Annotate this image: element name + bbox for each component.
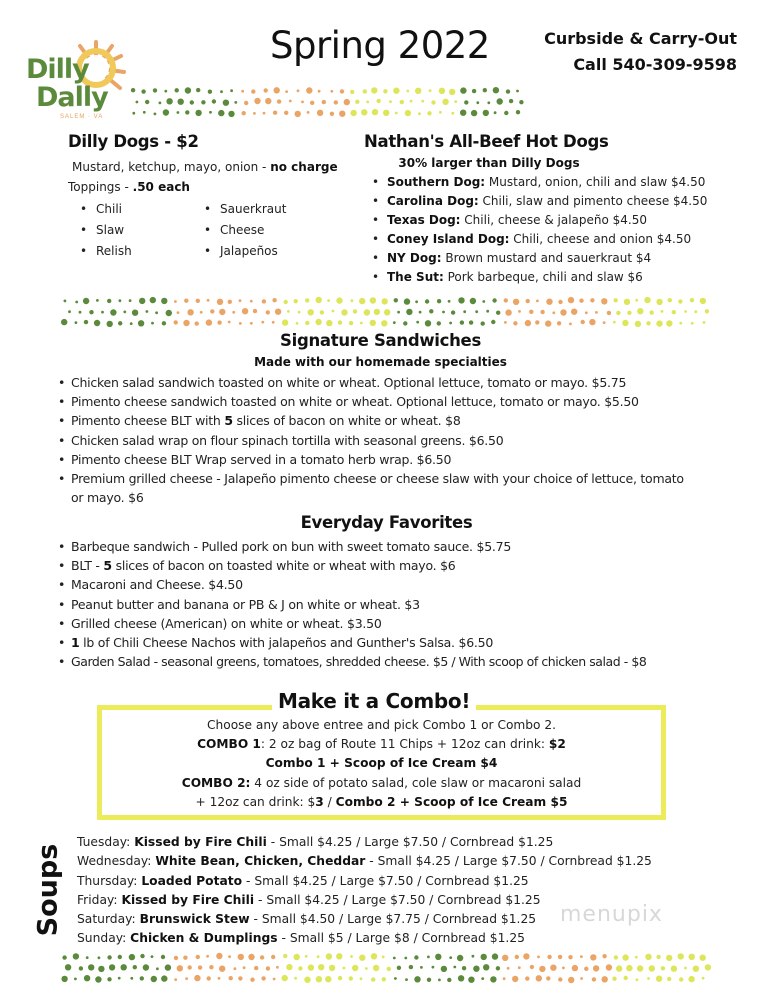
no-charge-label: no charge	[270, 160, 338, 174]
topping-item: • Jalapeños	[202, 241, 322, 262]
list-item: • The Sut: Pork barbeque, chili and slaw $6	[372, 268, 744, 287]
list-item: • Southern Dog: Mustard, onion, chili and slaw $4.50	[372, 173, 744, 192]
list-item: • Chicken salad wrap on flour spinach tortilla with seasonal greens. $6.50	[56, 431, 746, 450]
soup-item: Wednesday: White Bean, Chicken, Cheddar - Small $4.25 / Large $7.50 / Cornbread $1.25	[77, 854, 652, 869]
soups-label: Soups	[32, 843, 64, 937]
signature-list	[56, 373, 746, 507]
nathans-title: Nathan's All-Beef Hot Dogs	[364, 132, 609, 151]
list-item: • BLT - 5 slices of bacon on toasted white or wheat with mayo. $6	[56, 556, 756, 575]
logo-location: SALEM · VA	[60, 114, 104, 120]
list-item: • Premium grilled cheese - Jalapeño pimento cheese or cheese slaw with your choice of lettuce, tomato or mayo. $6	[56, 469, 686, 507]
list-item: • Pimento cheese sandwich toasted on white or wheat. Optional lettuce, tomato or mayo. $5.50	[56, 392, 746, 411]
soup-item: Sunday: Chicken & Dumplings - Small $5 / Large $8 / Cornbread $1.25	[77, 931, 525, 946]
logo-word-dally: Dally	[36, 82, 108, 113]
soup-item: Tuesday: Kissed by Fire Chili - Small $4.25 / Large $7.50 / Cornbread $1.25	[77, 835, 554, 849]
free-condiments: Mustard, ketchup, mayo, onion - no charge	[72, 160, 338, 174]
contact-info	[544, 26, 737, 78]
combo1-ice-cream: Combo 1 + Scoop of Ice Cream $4	[265, 756, 498, 771]
combo1-line: COMBO 1: 2 oz bag of Route 11 Chips + 12oz can drink: $2	[197, 737, 566, 752]
service-text: Curbside & Carry-Out	[544, 29, 737, 48]
phone-text[interactable]: Call 540-309-9598	[573, 55, 737, 74]
dot-divider-bottom	[60, 950, 715, 984]
signature-subtitle: Made with our homemade specialties	[254, 355, 507, 369]
nathans-subtitle: 30% larger than Dilly Dogs	[398, 156, 580, 170]
dilly-dogs-section	[68, 132, 358, 262]
logo-word-dilly: Dilly	[26, 54, 89, 85]
soups-list	[77, 833, 652, 949]
list-item: • Garden Salad - seasonal greens, tomatoes, shredded cheese. $5 / With scoop of chicken salad - $8	[56, 652, 756, 671]
soup-item: Thursday: Loaded Potato - Small $4.25 / Large $7.50 / Cornbread $1.25	[77, 873, 529, 888]
topping-item: • Chili	[78, 199, 202, 220]
list-item: • Macaroni and Cheese. $4.50	[56, 575, 756, 594]
list-item: • Grilled cheese (American) on white or wheat. $3.50	[56, 614, 756, 633]
dilly-dally-logo	[22, 36, 132, 122]
list-item: • 1 lb of Chili Cheese Nachos with jalapeños and Gunther's Salsa. $6.50	[56, 633, 756, 652]
combo-details	[97, 716, 666, 812]
signature-title: Signature Sandwiches	[280, 331, 481, 350]
combo2-line: COMBO 2: 4 oz side of potato salad, cole slaw or macaroni salad	[181, 775, 582, 790]
list-item: • Texas Dog: Chili, cheese & jalapeño $4.50	[372, 211, 744, 230]
list-item: • Carolina Dog: Chili, slaw and pimento cheese $4.50	[372, 192, 744, 211]
dilly-dogs-title: Dilly Dogs - $2	[68, 132, 199, 151]
toppings-list	[78, 199, 358, 262]
everyday-title: Everyday Favorites	[300, 513, 473, 532]
combo-intro: Choose any above entree and pick Combo 1 or Combo 2.	[207, 718, 556, 732]
list-item: • Barbeque sandwich - Pulled pork on bun with sweet tomato sauce. $5.75	[56, 537, 756, 556]
toppings-price: Toppings - .50 each	[68, 180, 190, 194]
list-item: • Coney Island Dog: Chili, cheese and onion $4.50	[372, 230, 744, 249]
combo2-drink-line: + 12oz can drink: $3 / Combo 2 + Scoop of Ice Cream $5	[195, 794, 568, 809]
soup-item: Friday: Kissed by Fire Chili - Small $4.25 / Large $7.50 / Cornbread $1.25	[77, 892, 541, 907]
topping-item: • Cheese	[202, 220, 322, 241]
topping-item: • Relish	[78, 241, 202, 262]
page-title: Spring 2022	[270, 24, 490, 67]
topping-item: • Sauerkraut	[202, 199, 322, 220]
dot-divider-middle	[60, 294, 715, 328]
list-item: • NY Dog: Brown mustard and sauerkraut $4	[372, 249, 744, 268]
list-item: • Pimento cheese BLT Wrap served in a tomato herb wrap. $6.50	[56, 450, 746, 469]
dot-divider-top	[128, 84, 528, 118]
soup-item: Saturday: Brunswick Stew - Small $4.50 / Large $7.75 / Cornbread $1.25	[77, 912, 537, 927]
nathans-section	[364, 132, 744, 287]
nathans-list	[372, 173, 744, 287]
list-item: • Chicken salad sandwich toasted on white or wheat. Optional lettuce, tomato or mayo. $5.75	[56, 373, 746, 392]
list-item: • Pimento cheese BLT with 5 slices of bacon on white or wheat. $8	[56, 411, 746, 430]
list-item: • Peanut butter and banana or PB & J on white or wheat. $3	[56, 595, 756, 614]
combo-title: Make it a Combo!	[272, 689, 476, 713]
everyday-list	[56, 537, 756, 671]
topping-item: • Slaw	[78, 220, 202, 241]
watermark: menupix	[560, 902, 663, 927]
